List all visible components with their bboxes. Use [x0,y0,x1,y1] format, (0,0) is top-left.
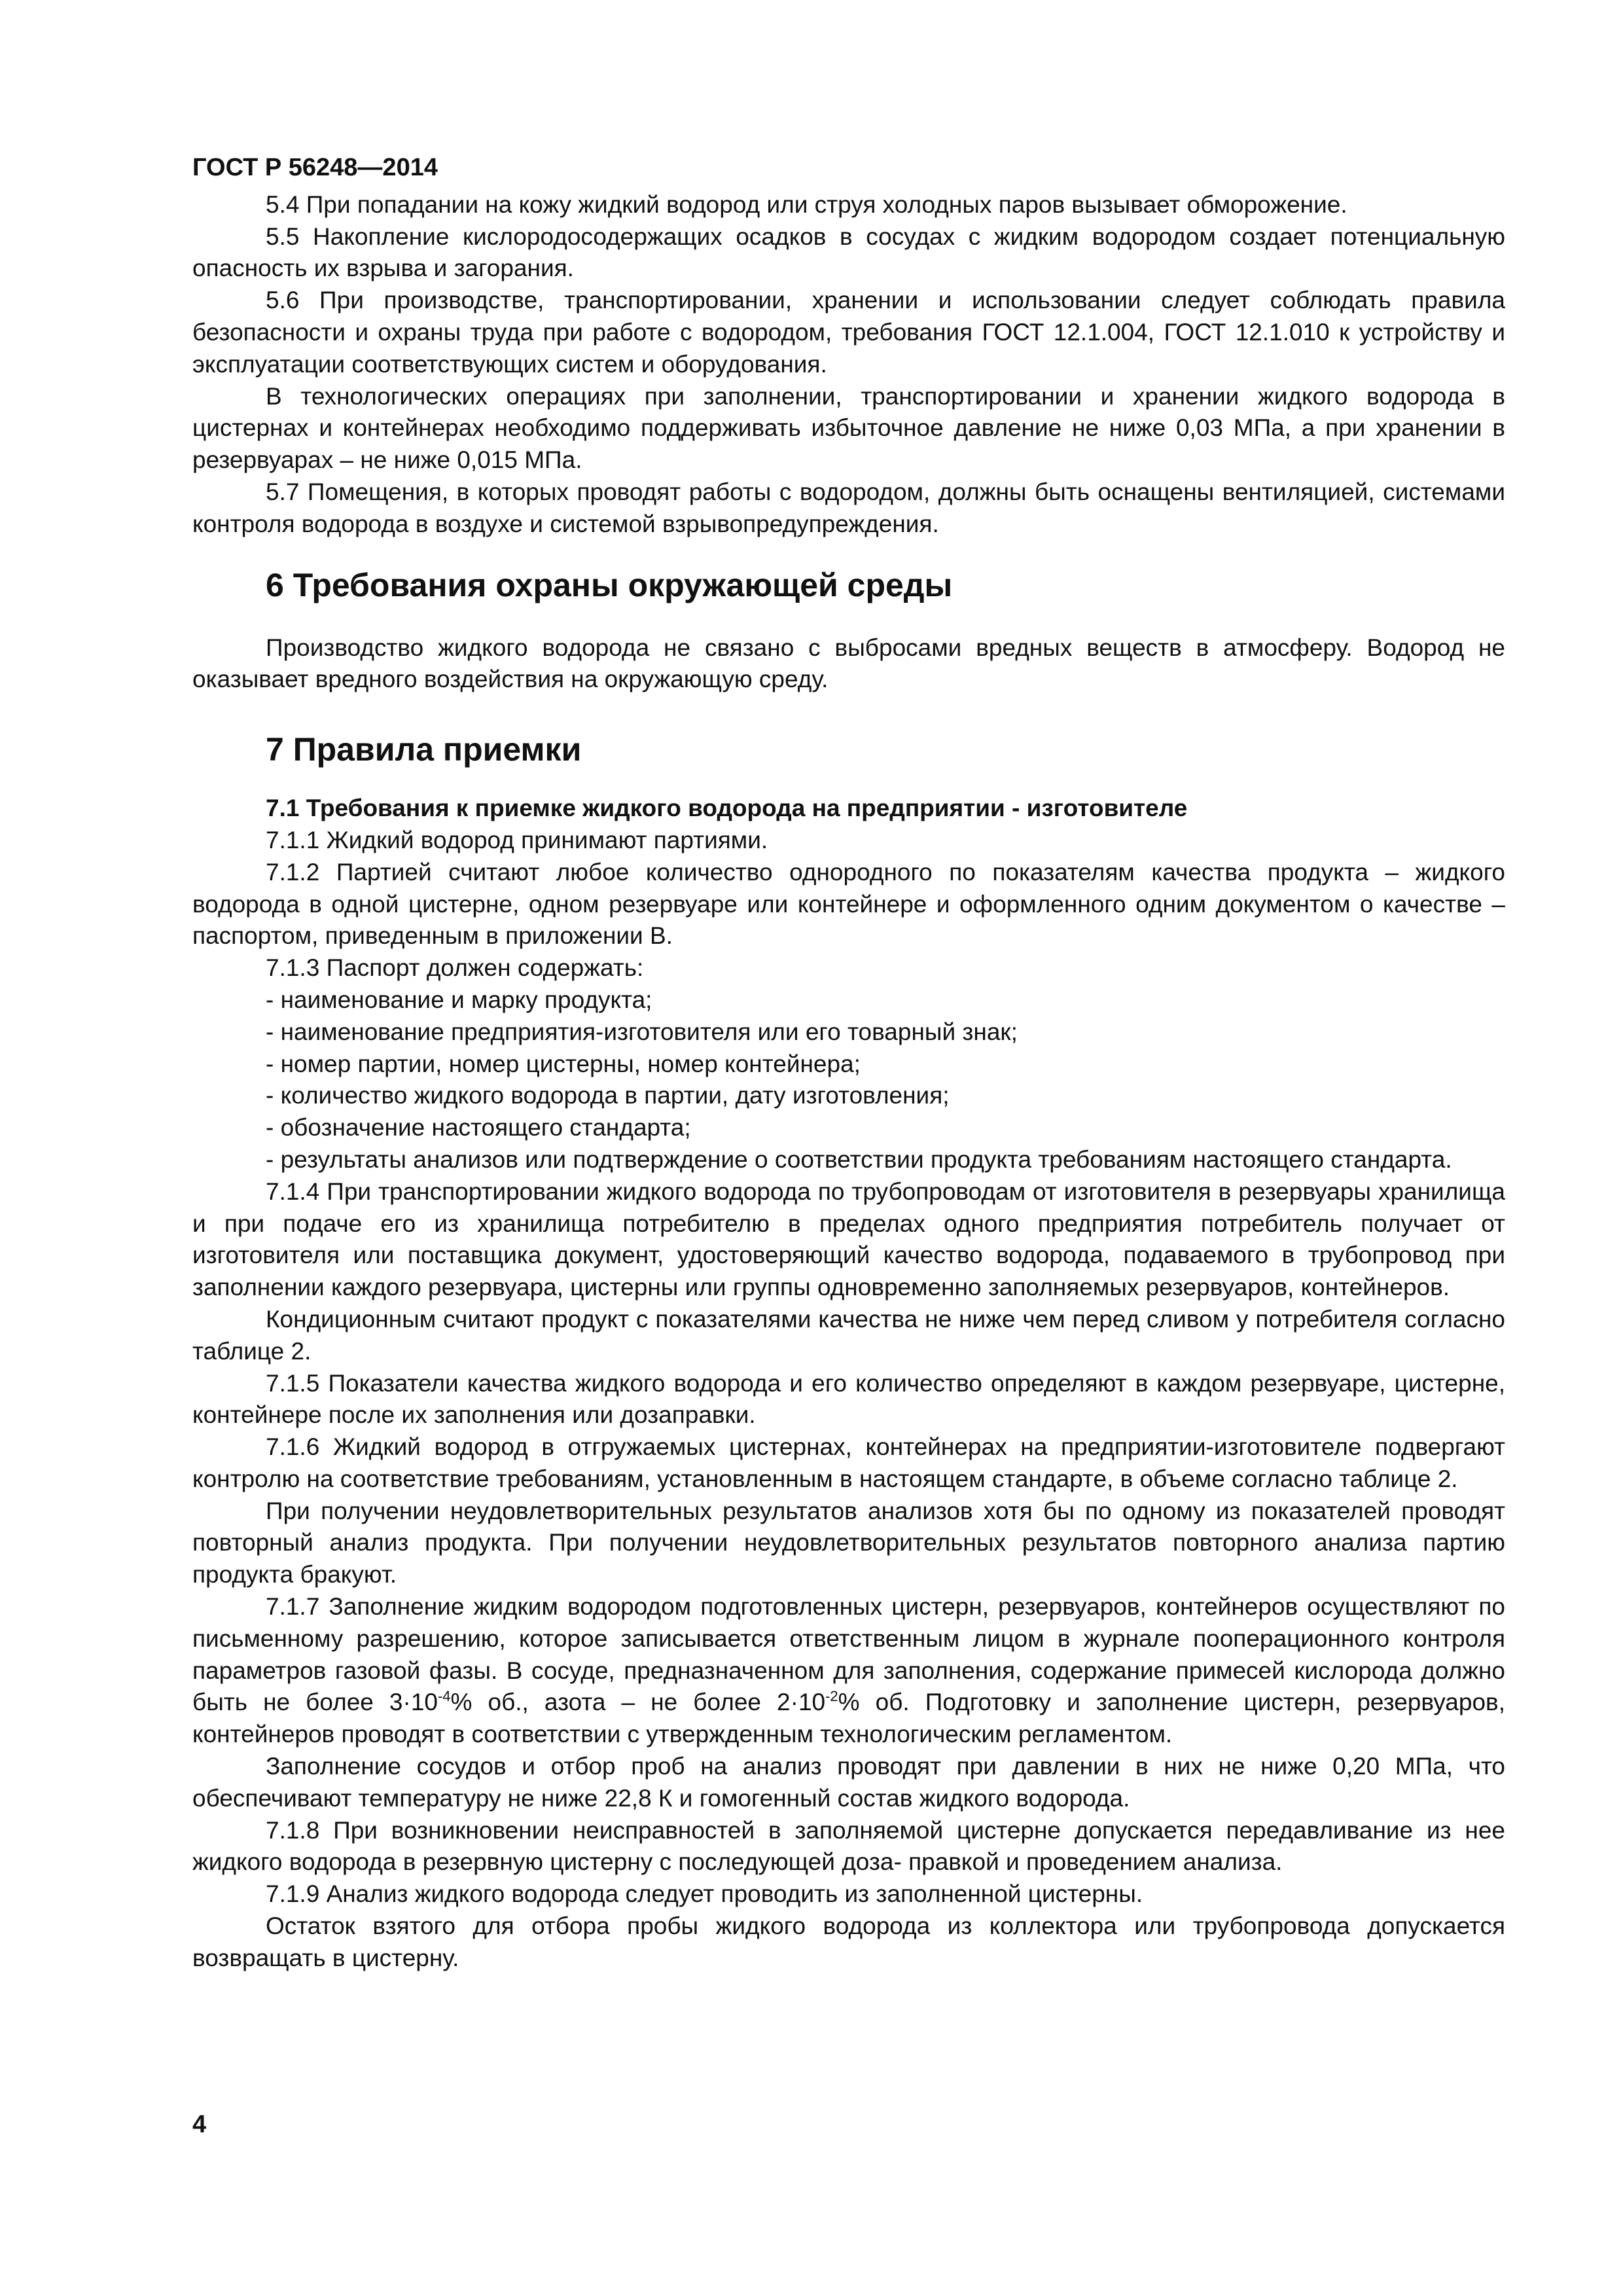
paragraph-7-1-7-text-c: % об. Подготовку и заполнение цистерн, резервуаров, контейнеров проводят в соответствии с утвержденным технологическим регламентом. [192,1689,1505,1748]
section-6-heading: 6 Требования охраны окружающей среды [266,566,953,603]
paragraph-7-1-9: 7.1.9 Анализ жидкого водорода следует проводить из заполненной цистерны. [266,1880,1143,1908]
paragraph-7-1-7 [192,1591,1505,1751]
subsection-7-1-heading: 7.1 Требования к приемке жидкого водорода на предприятии - изготовителе [266,795,1188,822]
paragraph-5-4: 5.4 При попадании на кожу жидкий водород или струя холодных паров вызывает обморожение. [266,190,1347,218]
section-7-heading: 7 Правила приемки [266,731,582,768]
list-item: - наименование предприятия-изготовителя или его товарный знак; [266,1018,1018,1045]
list-item: - обозначение настоящего стандарта; [266,1114,691,1141]
paragraph-7-1-2: 7.1.2 Партией считают любое количество однородного по показателям качества продукта – жидкого водорода в одной цистерне, одном резервуаре или контейнере и оформленного одним документом о качестве – паспортом, приведенным в приложении В. [192,858,1505,950]
paragraph-5-6: 5.6 При производстве, транспортировании, хранении и использовании следует соблюдать правила безопасности и охраны труда при работе с водородом, требования ГОСТ 12.1.004, ГОСТ 12.1.010 к устройству и эксплуатации соответствующих систем и оборудования. [192,287,1505,378]
paragraph-5-6-pressure: В технологических операциях при заполнении, транспортировании и хранении жидкого водорода в цистернах и контейнерах необходимо поддерживать избыточное давление не ниже 0,03 МПа, а при хранении в резервуарах – не ниже 0,015 МПа. [192,382,1505,474]
paragraph-5-5: 5.5 Накопление кислородосодержащих осадков в сосудах с жидким водородом создает потенциальную опасность их взрыва и загорания. [192,223,1505,282]
list-item: - номер партии, номер цистерны, номер контейнера; [266,1050,861,1077]
list-item: - количество жидкого водорода в партии, дату изготовления; [266,1082,950,1109]
paragraph-7-1-4-condition: Кондиционным считают продукт с показателями качества не ниже чем перед сливом у потребителя согласно таблице 2. [192,1305,1505,1365]
paragraph-7-1-9-residue: Остаток взятого для отбора пробы жидкого водорода из коллектора или трубопровода допускается возвращать в цистерну. [192,1912,1505,1971]
paragraph-7-1-7-text-b: % об., азота – не более 2·10 [450,1689,826,1716]
paragraph-7-1-5: 7.1.5 Показатели качества жидкого водорода и его количество определяют в каждом резервуаре, цистерне, контейнере после их заполнения или дозаправки. [192,1369,1505,1429]
paragraph-7-1-6: 7.1.6 Жидкий водород в отгружаемых цистернах, контейнерах на предприятии-изготовителе подвергают контролю на соответствие требованиям, установленным в настоящем стандарте, в объеме согласно таблице 2. [192,1433,1505,1492]
paragraph-7-1-6-retest: При получении неудовлетворительных результатов анализов хотя бы по одному из показателей проводят повторный анализ продукта. При получении неудовлетворительных результатов повторного анализа партию продукта бракуют. [192,1497,1505,1588]
oxygen-exponent: -4 [437,1688,451,1705]
list-item-last: - результаты анализов или подтверждение о соответствии продукта требованиям настоящего стандарта. [266,1145,1452,1173]
paragraph-7-1-4: 7.1.4 При транспортировании жидкого водорода по трубопроводам от изготовителя в резервуары хранилища и при подаче его из хранилища потребителю в пределах одного предприятия потребитель получает от изготовителя или поставщика документ, удостоверяющий качество водорода, подаваемого в трубопровод при заполнении каждого резервуара, цистерны или группы одновременно заполняемых резервуаров, контейнеров. [192,1177,1505,1301]
document-code: ГОСТ Р 56248—2014 [192,154,438,181]
page-number: 4 [192,2111,207,2138]
paragraph-7-1-8: 7.1.8 При возникновении неисправностей в заполняемой цистерне допускается передавливание из нее жидкого водорода в резервную цистерну с последующей доза- правкой и проведением анализа. [192,1816,1505,1876]
paragraph-5-7: 5.7 Помещения, в которых проводят работы с водородом, должны быть оснащены вентиляцией, системами контроля водорода в воздухе и системой взрывопредупреждения. [192,478,1505,537]
paragraph-6-1: Производство жидкого водорода не связано с выбросами вредных веществ в атмосферу. Водород не оказывает вредного воздействия на окружающую среду. [192,634,1505,693]
paragraph-7-1-1: 7.1.1 Жидкий водород принимают партиями. [266,826,768,853]
paragraph-7-1-7-sampling: Заполнение сосудов и отбор проб на анализ проводят при давлении в них не ниже 0,20 МПа, что обеспечивают температуру не ниже 22,8 К и гомогенный состав жидкого водорода. [192,1753,1505,1812]
paragraph-7-1-7-text-a: 7.1.7 Заполнение жидким водородом подготовленных цистерн, резервуаров, контейнеров осуществляют по письменному разрешению, которое записывается ответственным лицом в журнале пооперационного контроля параметров газовой фазы. В сосуде, предназначенном для заполнения, содержание примесей кислорода должно быть не более 3·10 [192,1593,1505,1716]
document-page [192,152,1505,1975]
paragraph-7-1-3: 7.1.3 Паспорт должен содержать: [266,954,644,982]
list-item: - наименование и марку продукта; [266,986,652,1013]
nitrogen-exponent: -2 [825,1688,838,1705]
